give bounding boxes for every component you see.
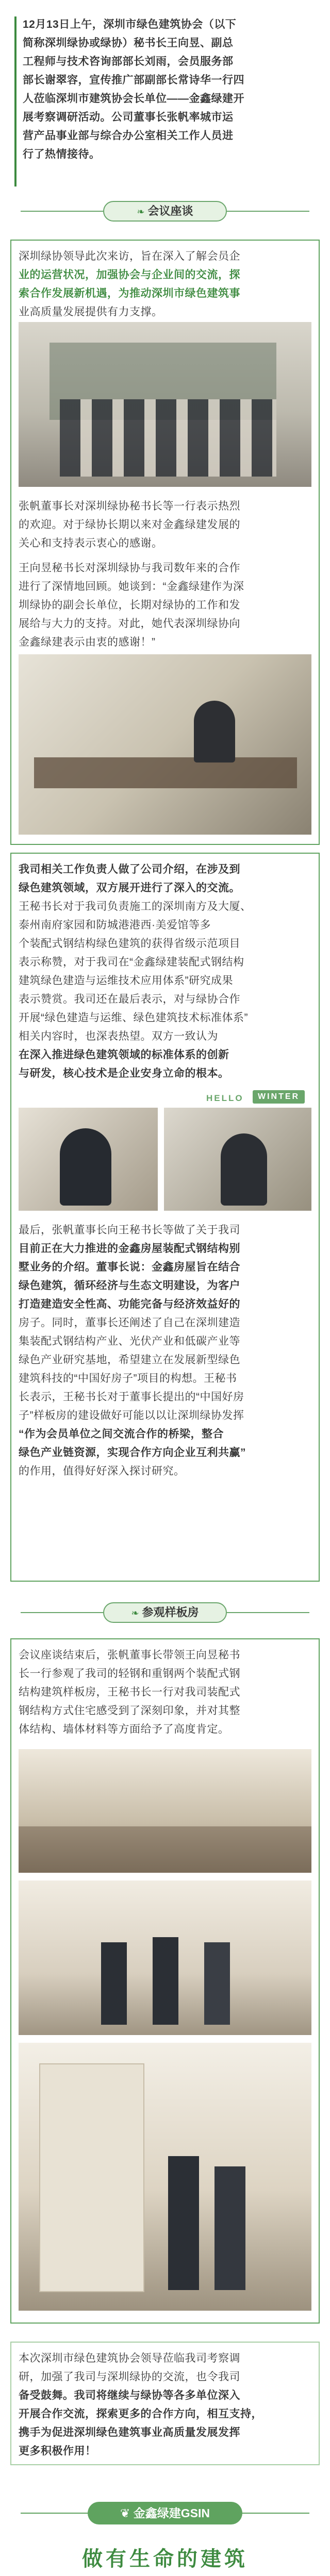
leaf-icon: ❧ — [137, 207, 145, 217]
section-title: 会议座谈 — [147, 205, 193, 217]
header-rule-left — [21, 211, 103, 212]
photo-person — [60, 1128, 111, 1206]
speaker-photo-left — [19, 1108, 158, 1211]
photo-person — [204, 1942, 230, 2025]
block5-text — [19, 1221, 311, 1481]
brand-banner — [0, 2499, 330, 2528]
text-line: 与研发，核心技术是企业安身立命的根本。 — [19, 1067, 229, 1079]
showroom-photo-1 — [19, 1749, 311, 1873]
text-line: 房子。同时，董事长还阐述了自己在深圳建造 — [19, 1317, 240, 1329]
text-line: 最后，张帆董事长向王秘书长等做了关于我司 — [19, 1224, 240, 1236]
section-header-visit — [0, 1597, 330, 1628]
brand-slogan: 做有生命的建筑 — [82, 2548, 248, 2570]
leaf-icon: ❦ — [120, 2506, 134, 2520]
block4-text — [19, 860, 311, 1083]
intro-accent-bar — [14, 16, 16, 187]
text-line: 相关内容时，也深表热望。双方一致认为 — [19, 1030, 218, 1042]
text-line: 表示称赞，对于我司在“金鑫绿建装配式钢结构 — [19, 956, 244, 968]
intro-line: 工程师与技术咨询部部长刘雨，会员服务部 — [23, 56, 234, 67]
photo-person — [194, 701, 235, 762]
photo-person — [168, 2156, 199, 2290]
intro-line: 12月13日上午，深圳市绿色建筑协会（以下 — [23, 19, 237, 30]
photo-person — [221, 1133, 267, 1206]
photo-person — [101, 1942, 127, 2025]
header-rule-right — [227, 211, 309, 212]
text-line: 在深入推进绿色建筑领域的标准体系的创新 — [19, 1049, 229, 1061]
text-line: 绿色产业链资源，实现合作方向企业互利共赢” — [19, 1447, 246, 1459]
text-line: 我司相关工作负责人做了公司介绍，在涉及到 — [19, 863, 240, 875]
speaker-photo-right — [164, 1108, 311, 1211]
text-line: 王秘书长对于我司负责施工的深圳南方及大厦、 — [19, 901, 252, 912]
text-line: 长表示，王秘书长对于董事长提出的“中国好房 — [19, 1391, 244, 1403]
block2-text — [19, 497, 311, 553]
text-line: 关心和支持表示衷心的感谢。 — [19, 537, 163, 549]
text-line: 表示赞赏。我司还在最后表示，对与绿协合作 — [19, 993, 240, 1005]
text-line: 的作用，值得好好深入探讨研究。 — [19, 1465, 185, 1477]
meeting-photo — [19, 654, 311, 835]
text-line: 深圳绿协领导此次来访，旨在深入了解会员企 — [19, 250, 240, 262]
header-rule-right — [227, 1612, 309, 1613]
text-line: 携手为促进深圳绿色建筑事业高质量发展发挥 — [19, 2427, 240, 2438]
text-line: 建筑绿色建造与运维技术应用体系”研究成果 — [19, 975, 233, 987]
intro-line: 人莅临深圳市建筑协会长单位——金鑫绿建开 — [23, 93, 244, 105]
intro-line: 行了热情接待。 — [23, 148, 101, 160]
text-line: 长一行参观了我司的轻钢和重钢两个装配式钢 — [19, 1668, 240, 1680]
text-line: 绿色产业研究基地，希望建立在发展新型绿色 — [19, 1354, 240, 1366]
text-line: 业高质量发展提供有力支撑。 — [19, 306, 163, 318]
brand-name: 金鑫绿建GSIN — [133, 2506, 210, 2520]
text-line: 金鑫绿建表示由衷的感谢！” — [19, 636, 156, 648]
photo-people — [60, 399, 276, 477]
text-line: 墅业务的介绍。董事长说：金鑫房屋旨在结合 — [19, 1261, 240, 1273]
photo-floor — [19, 1826, 311, 1873]
text-line: 本次深圳市绿色建筑协会领导莅临我司考察调 — [19, 2352, 240, 2364]
text-line: 建筑科技的“中国好房子”项目的构想。王秘书 — [19, 1372, 237, 1384]
text-line: 索合作发展新机遇，为推动深圳市绿色建筑事 — [19, 287, 240, 299]
intro-line: 营产品事业部与综合办公室相关工作人员进 — [23, 130, 234, 142]
group-photo — [19, 322, 311, 487]
text-line: 更多积极作用！ — [19, 2445, 96, 2457]
text-line: 开展合作交流，探索更多的合作方向，相互支持， — [19, 2408, 262, 2420]
text-line: 的欢迎。对于绿协长期以来对金鑫绿建发展的 — [19, 519, 240, 531]
text-line: 集装配式钢结构产业、光伏产业和低碳产业等 — [19, 1335, 240, 1347]
section-header-meeting — [0, 196, 330, 227]
text-line: 结构建筑样板房，王秘书长一行对我司装配式 — [19, 1686, 240, 1698]
text-line: 泰州南府家园和防城港港西·美爱馆等多 — [19, 919, 211, 931]
text-line: 会议座谈结束后，张帆董事长带领王向昱秘书 — [19, 1649, 240, 1661]
text-line: 子”样板房的建设做好可能以以让深圳绿协发挥 — [19, 1410, 244, 1421]
block1-text — [19, 247, 311, 321]
showroom-photo-3 — [19, 2043, 311, 2311]
text-line: 目前正在大力推进的金鑫房屋装配式钢结构别 — [19, 1243, 240, 1255]
text-line: 绿色建筑，循环经济与生态文明建设，为客户 — [19, 1280, 240, 1292]
photo-person — [214, 2166, 245, 2290]
intro-line: 部长谢翠容，宣传推广部副部长常诗华一行四 — [23, 74, 244, 86]
photo-doorway — [39, 2063, 144, 2292]
section-title: 参观样板房 — [142, 1606, 199, 1619]
text-line: 体结构、墙体材料等方面给予了高度肯定。 — [19, 1723, 229, 1735]
text-line: 开展“绿色建造与运维、绿色建筑技术标准体系” — [19, 1012, 248, 1024]
text-line: 进行了深情地回顾。她谈到：“金鑫绿建作为深 — [19, 581, 244, 592]
section-title-pill — [103, 1602, 227, 1623]
intro-line: 展考察调研活动。公司董事长张帆率城市运 — [23, 111, 234, 123]
block6-text — [19, 1646, 311, 1739]
text-line: 展给与大力的支持。对此，她代表深圳绿协向 — [19, 618, 240, 630]
text-line: 张帆董事长对深圳绿协秘书长等一行表示热烈 — [19, 500, 240, 512]
text-line: “作为会员单位之间交流合作的桥梁，整合 — [19, 1428, 224, 1440]
photo-person — [153, 1937, 178, 2025]
winter-tag: WINTER — [253, 1090, 305, 1104]
text-line: 备受鼓舞。我司将继续与绿协等各多单位深入 — [19, 2389, 240, 2401]
intro-line: 简称深圳绿协或绿协）秘书长王向昱、副总 — [23, 37, 234, 49]
brand-pill — [88, 2502, 242, 2524]
leaf-icon: ❧ — [131, 1608, 139, 1618]
header-rule-left — [21, 1612, 103, 1613]
text-line: 研，加强了我司与深圳绿协的交流，也令我司 — [19, 2371, 240, 2383]
text-line: 绿色建筑领域，双方展开进行了深入的交流。 — [19, 882, 240, 894]
photo-table — [34, 757, 297, 788]
showroom-photo-2 — [19, 1880, 311, 2035]
text-line: 个装配式钢结构绿色建筑的获得省级示范项目 — [19, 938, 240, 950]
text-line: 业的运营状况，加强协会与企业间的交流，探 — [19, 269, 240, 281]
text-line: 打造建造安全性高、功能完备与经济效益好的 — [19, 1298, 240, 1310]
section-title-pill — [103, 201, 227, 222]
text-line: 王向昱秘书长对深圳绿协与我司数年来的合作 — [19, 562, 240, 574]
text-line: 圳绿协的副会长单位，长期对绿协的工作和发 — [19, 599, 240, 611]
intro-paragraph — [23, 15, 311, 164]
hello-text: HELLO — [206, 1093, 244, 1103]
text-line: 钢结构方式住宅感受到了深刻印象，并对其整 — [19, 1705, 240, 1717]
block3-text — [19, 559, 311, 652]
block7-text — [19, 2349, 311, 2461]
